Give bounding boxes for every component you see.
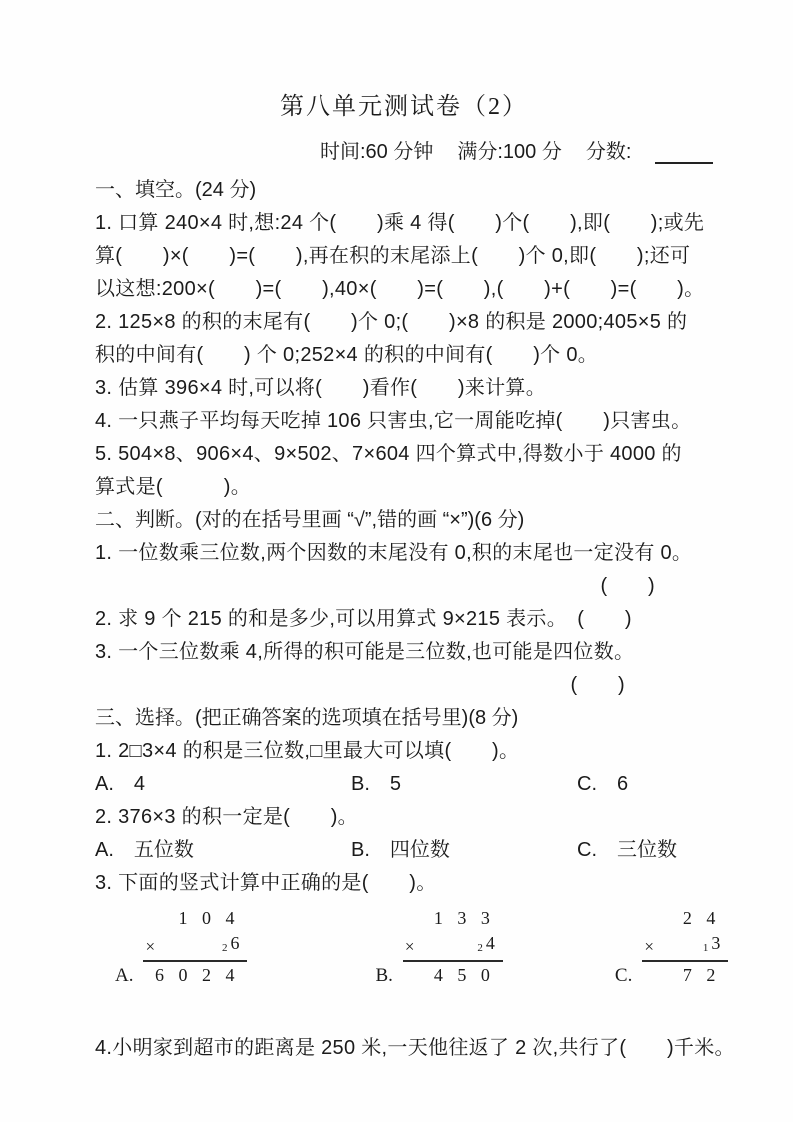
choice-q2-stem: 2. 376×3 的积一定是( )。 (95, 806, 358, 828)
multiplier-row (642, 931, 728, 962)
fill-line: 算式是( )。 (95, 476, 252, 498)
choice-q1-option-c: C. 6 (577, 773, 629, 795)
carry-digit: 2 (477, 942, 483, 954)
multiplier-digit: 3 (711, 933, 721, 953)
choice-q2-option-a: A. 五位数 (95, 839, 194, 861)
fill-line: 以这想:200×( )=( ),40×( )=( ),( )+( )=( )。 (95, 278, 705, 300)
page-title: 第八单元测试卷（2） (280, 94, 528, 120)
paper-meta (320, 135, 713, 164)
multiplicand: 2 4 (682, 908, 721, 928)
paper-body (95, 174, 735, 1065)
multiplicand: 1 0 4 (178, 908, 240, 928)
vertical-problem-b-label: B. (375, 965, 393, 986)
multiplier (222, 931, 248, 959)
multiplier (703, 931, 729, 959)
times-sign: × (644, 937, 654, 956)
choice-q2-options (95, 834, 713, 867)
full-score: 满分:100 分 (457, 141, 562, 163)
vertical-problem-b (375, 906, 502, 988)
judge-item-2: 2. 求 9 个 215 的和是多少,可以用算式 9×215 表示。 ( ) (95, 608, 632, 630)
choice-q1-stem: 1. 2□3×4 的积是三位数,□里最大可以填( )。 (95, 740, 520, 762)
fill-line: 4. 一只燕子平均每天吃掉 106 只害虫,它一周能吃掉( )只害虫。 (95, 410, 692, 432)
score-blank-underline (655, 142, 713, 164)
section-fill-heading: 一、填空。(24 分) (95, 179, 257, 201)
multiplier-digit: 6 (230, 933, 240, 953)
product: 7 2 (682, 965, 721, 985)
section-judge-heading: 二、判断。(对的在括号里画 “√”,错的画 “×”)(6 分) (95, 509, 525, 531)
choice-q4-stem: 4.小明家到超市的距离是 250 米,一天他往返了 2 次,共行了( )千米。 (95, 1037, 735, 1059)
vertical-problem-a (115, 906, 247, 988)
vertical-problem-c-label: C. (614, 965, 633, 986)
time-limit: 时间:60 分钟 (320, 141, 434, 163)
section-choice-heading: 三、选择。(把正确答案的选项填在括号里)(8 分) (95, 707, 519, 729)
judge-item-1-answer-blank: ( ) (600, 575, 655, 597)
carry-digit: 1 (702, 942, 709, 954)
multiplier-digit: 4 (485, 933, 495, 953)
fill-line: 算( )×( )=( ),再在积的末尾添上( )个 0,即( );还可 (95, 245, 691, 267)
vertical-problem-a-work (143, 906, 247, 988)
multiplier-row (403, 931, 503, 962)
multiplier (477, 931, 503, 959)
choice-q2-option-b: B. 四位数 (351, 839, 450, 861)
product: 6 0 2 4 (154, 965, 240, 985)
vertical-problem-c (615, 906, 728, 988)
vertical-calculation-row (95, 906, 721, 986)
choice-q1-option-a: A. 4 (95, 773, 146, 795)
choice-q3-stem: 3. 下面的竖式计算中正确的是( )。 (95, 872, 437, 894)
fill-line: 3. 估算 396×4 时,可以将( )看作( )来计算。 (95, 377, 547, 399)
vertical-problem-b-work (403, 906, 503, 988)
fill-line: 1. 口算 240×4 时,想:24 个( )乘 4 得( )个( ),即( );或先 (95, 212, 705, 234)
product: 4 5 0 (433, 965, 495, 985)
choice-q1-option-b: B. 5 (351, 773, 402, 795)
times-sign: × (145, 937, 156, 956)
choice-q2-option-c: C. 三位数 (577, 839, 677, 861)
score-label: 分数: (585, 141, 632, 163)
choice-q1-options (95, 768, 713, 801)
multiplicand: 1 3 3 (433, 908, 495, 928)
vertical-problem-a-label: A. (115, 965, 134, 986)
judge-item-3-answer-blank: ( ) (570, 674, 625, 696)
judge-item-3: 3. 一个三位数乘 4,所得的积可能是三位数,也可能是四位数。 (95, 641, 635, 663)
multiplier-row (143, 931, 247, 962)
fill-line: 积的中间有( ) 个 0;252×4 的积的中间有( )个 0。 (95, 344, 599, 366)
vertical-problem-c-work (642, 906, 728, 988)
fill-line: 2. 125×8 的积的末尾有( )个 0;( )×8 的积是 2000;405×5 的 (95, 311, 688, 333)
times-sign: × (404, 937, 415, 956)
judge-item-1: 1. 一位数乘三位数,两个因数的末尾没有 0,积的末尾也一定没有 0。 (95, 542, 693, 564)
fill-line: 5. 504×8、906×4、9×502、7×604 四个算式中,得数小于 4000 的 (95, 443, 682, 465)
carry-digit: 2 (221, 942, 228, 954)
